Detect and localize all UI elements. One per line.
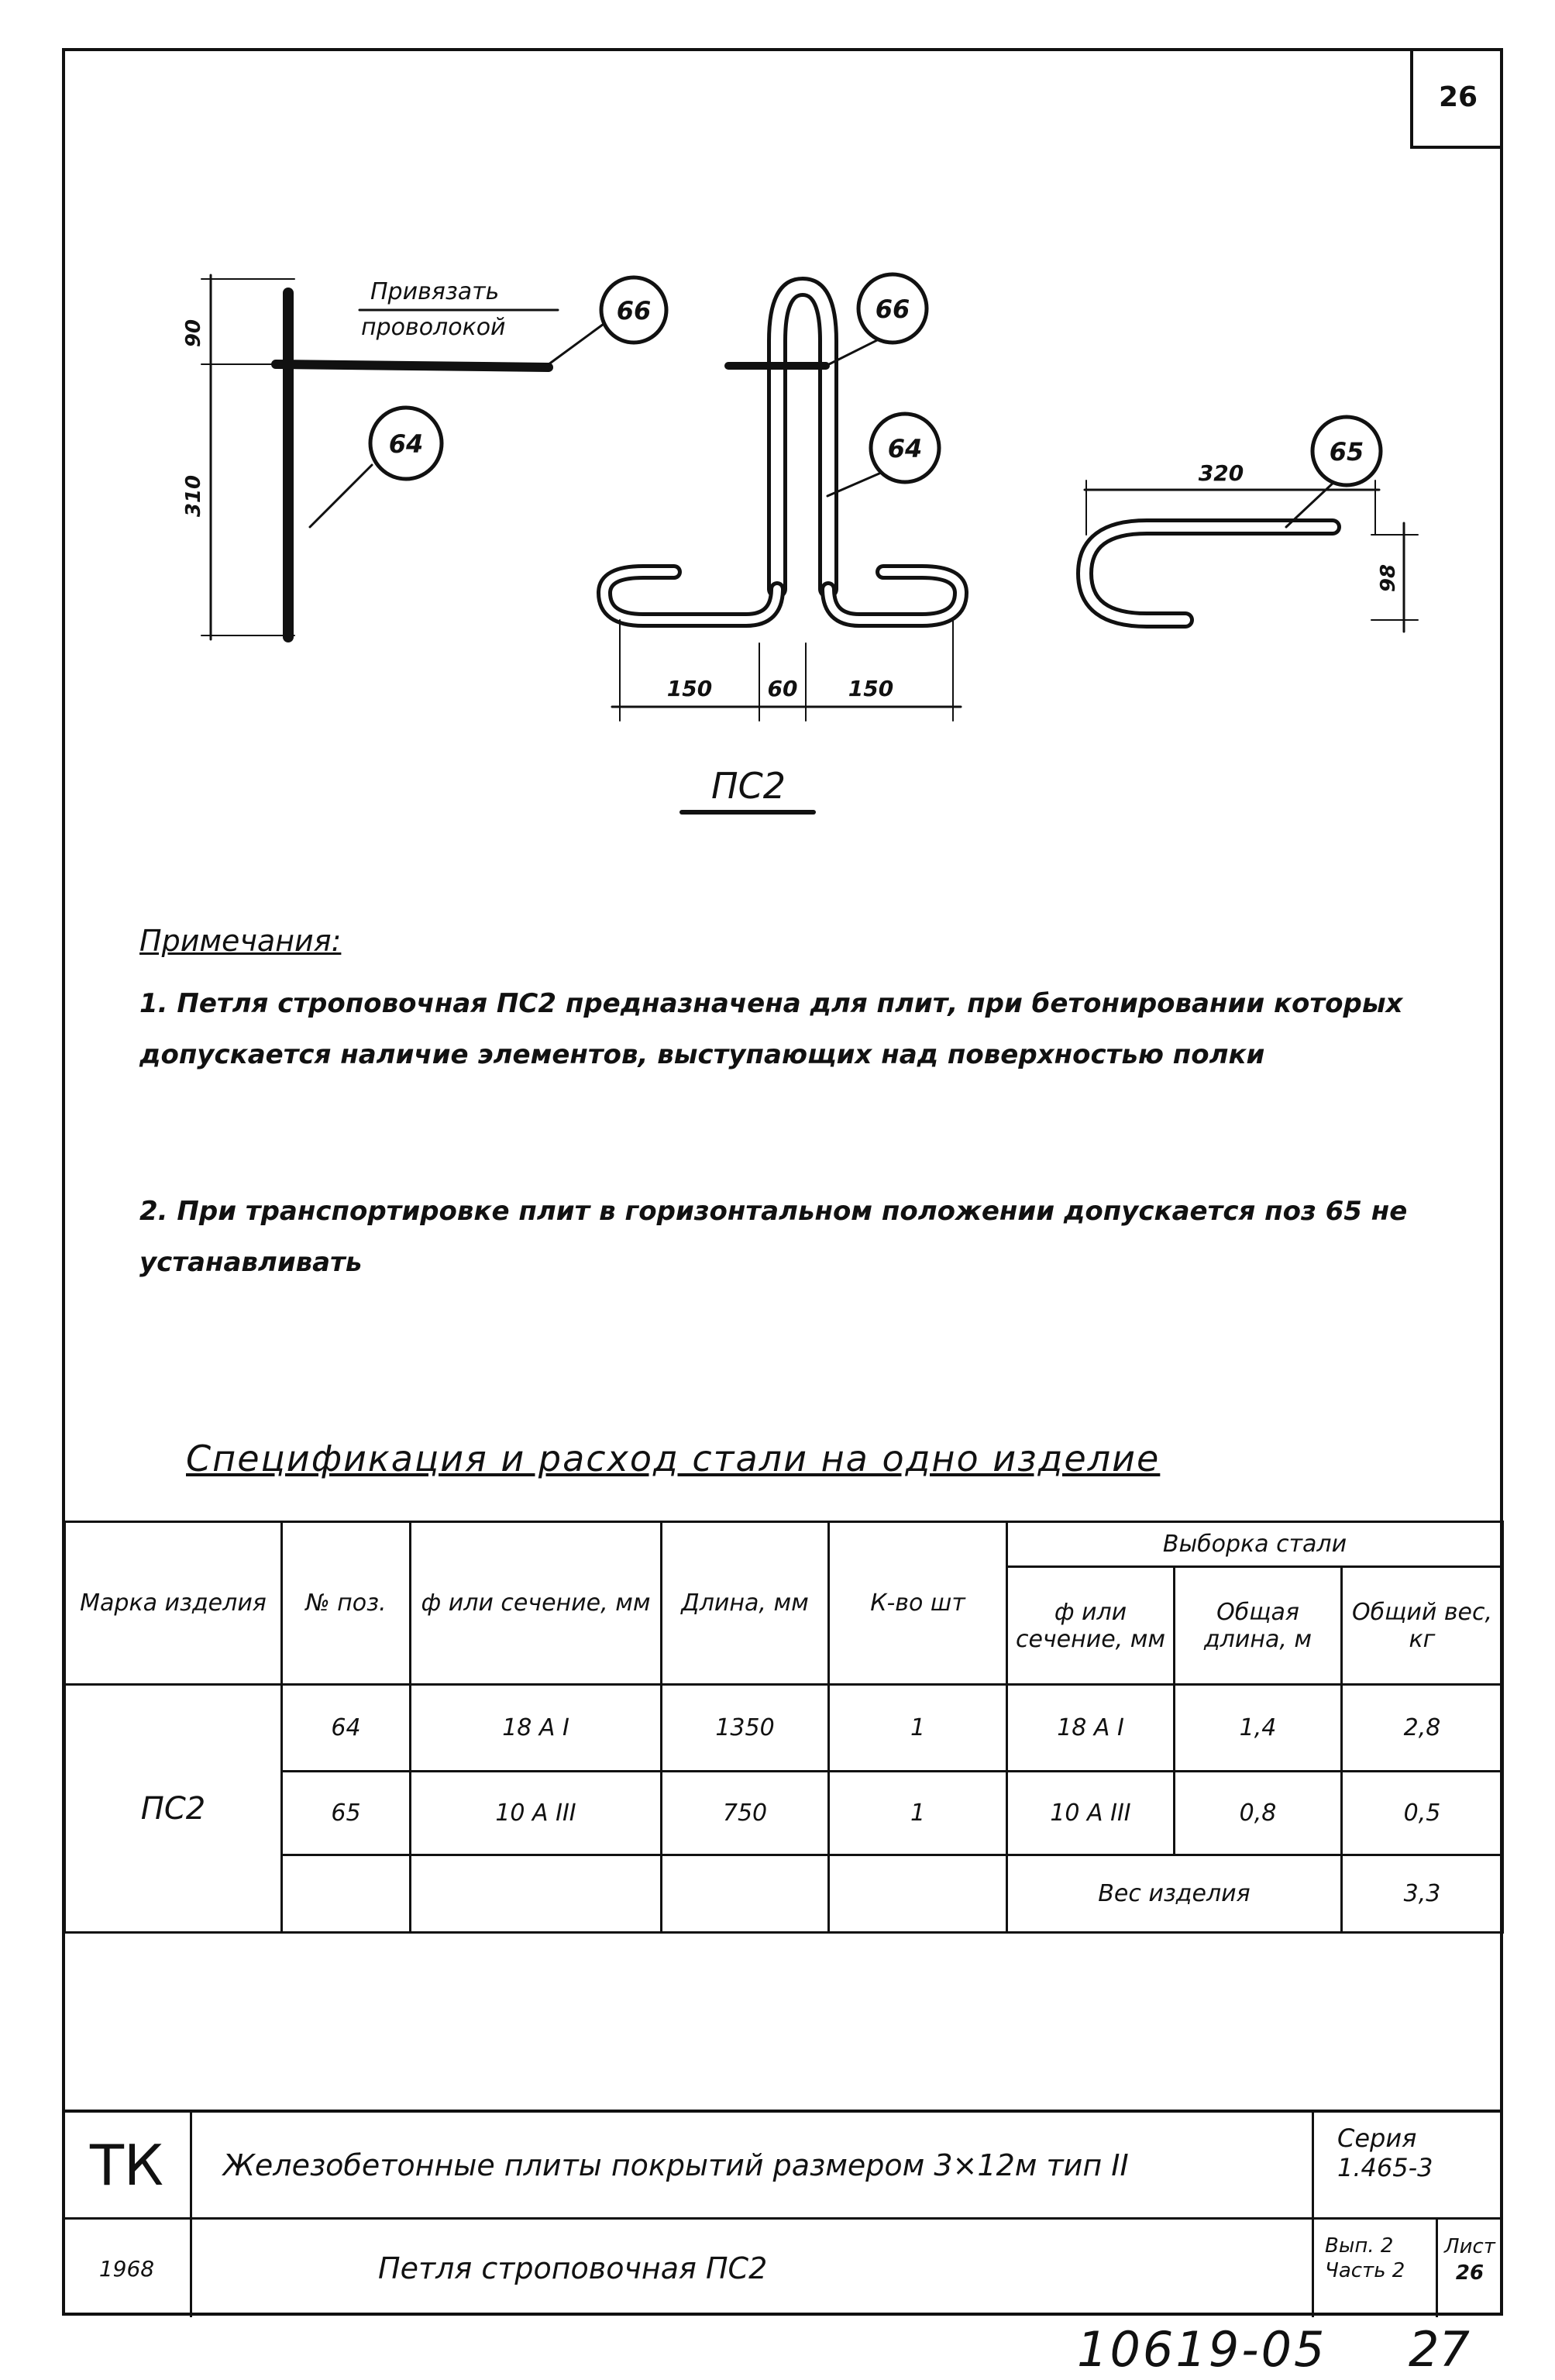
total-label: Вес изделия (1007, 1855, 1342, 1933)
pos-66-callout-front (858, 274, 927, 343)
series-number: 1.465-3 (1337, 2153, 1433, 2182)
cell-sample-section: 18 А I (1007, 1685, 1175, 1772)
bar-65-bent (1085, 527, 1333, 620)
tie-label-line1: Привязать (370, 278, 500, 305)
dim-310: 310 (182, 474, 205, 518)
note-1: 1. Петля строповочная ПС2 предназначена для плит, при бетонировании которых допускается наличие элементов, выступающих над поверхностью полки (139, 988, 1403, 1070)
title-block (64, 2110, 1502, 2317)
dim-98: 98 (1377, 563, 1400, 593)
year: 1968 (64, 2220, 192, 2317)
cell-qty: 1 (829, 1772, 1007, 1855)
cell-section: 10 А III (411, 1772, 662, 1855)
cell-pos: 65 (282, 1772, 411, 1855)
spec-table (64, 1521, 1504, 1934)
stamp-subtitle: Петля строповочная ПС2 (192, 2220, 1314, 2317)
pos-66-label: 66 (616, 296, 652, 325)
hdr-sample: Выборка стали (1007, 1522, 1503, 1567)
loop-drawing (0, 0, 1555, 852)
cell-length: 1350 (662, 1685, 829, 1772)
table-row (65, 1685, 1503, 1772)
dim-320: 320 (1198, 460, 1244, 486)
svg-text:66: 66 (875, 294, 910, 324)
dim-150-right: 150 (848, 676, 894, 701)
sheet-number: 26 (1438, 81, 1478, 113)
svg-text:64: 64 (887, 434, 923, 463)
sheet-label: Лист (1444, 2235, 1495, 2258)
series-label: Серия (1337, 2123, 1417, 2153)
pos-64-label: 64 (388, 429, 424, 459)
dim-150-left: 150 (666, 676, 713, 701)
org-mark: ТК (64, 2113, 192, 2220)
hdr-mark: Марка изделия (65, 1522, 282, 1685)
pos-64-callout-front (871, 414, 939, 482)
side-view-bar-66 (276, 364, 549, 367)
hdr-length: Длина, мм (662, 1522, 829, 1685)
series-box (1314, 2113, 1502, 2220)
pos-66-callout-side (601, 277, 666, 343)
cell-mark: ПС2 (65, 1685, 282, 1933)
drawing-title: ПС2 (711, 765, 786, 807)
dim-60: 60 (767, 676, 798, 701)
notes-heading: Примечания: (139, 924, 342, 958)
archive-code: 10619-05 (1077, 2321, 1327, 2378)
cell-sample-weight: 0,5 (1342, 1772, 1503, 1855)
hdr-section: ф или сечение, мм (411, 1522, 662, 1685)
pos-64-callout-side (370, 408, 442, 479)
dim-90: 90 (182, 319, 205, 348)
tie-label-line2: проволокой (361, 314, 506, 341)
cell-sample-length: 0,8 (1175, 1772, 1342, 1855)
loop-outer (777, 287, 828, 589)
stamp-title: Железобетонные плиты покрытий размером 3×12м тип II (192, 2113, 1314, 2220)
pos-65-callout (1312, 417, 1381, 485)
cell-length: 750 (662, 1772, 829, 1855)
cell-qty: 1 (829, 1685, 1007, 1772)
hdr-sample-length: Общая длина, м (1175, 1567, 1342, 1685)
cell-pos: 64 (282, 1685, 411, 1772)
hdr-sample-weight: Общий вес, кг (1342, 1567, 1503, 1685)
cell-section: 18 А I (411, 1685, 662, 1772)
cell-sample-length: 1,4 (1175, 1685, 1342, 1772)
cell-sample-weight: 2,8 (1342, 1685, 1503, 1772)
total-value: 3,3 (1342, 1855, 1503, 1933)
issue: Вып. 2 Часть 2 (1314, 2220, 1438, 2317)
hdr-qty: К-во шт (829, 1522, 1007, 1685)
note-2: 2. При транспортировке плит в горизонтальном положении допускается поз 65 не устанавливать (139, 1196, 1408, 1278)
page-number: 27 (1409, 2321, 1470, 2378)
hdr-sample-section: ф или сечение, мм (1007, 1567, 1175, 1685)
hdr-pos: № поз. (282, 1522, 411, 1685)
pos-65-label: 65 (1329, 437, 1364, 467)
spec-title: Спецификация и расход стали на одно изделие (186, 1438, 1161, 1479)
cell-sample-section: 10 А III (1007, 1772, 1175, 1855)
stamp-sheet-number: 26 (1455, 2261, 1484, 2285)
sheet-box (1438, 2220, 1502, 2317)
